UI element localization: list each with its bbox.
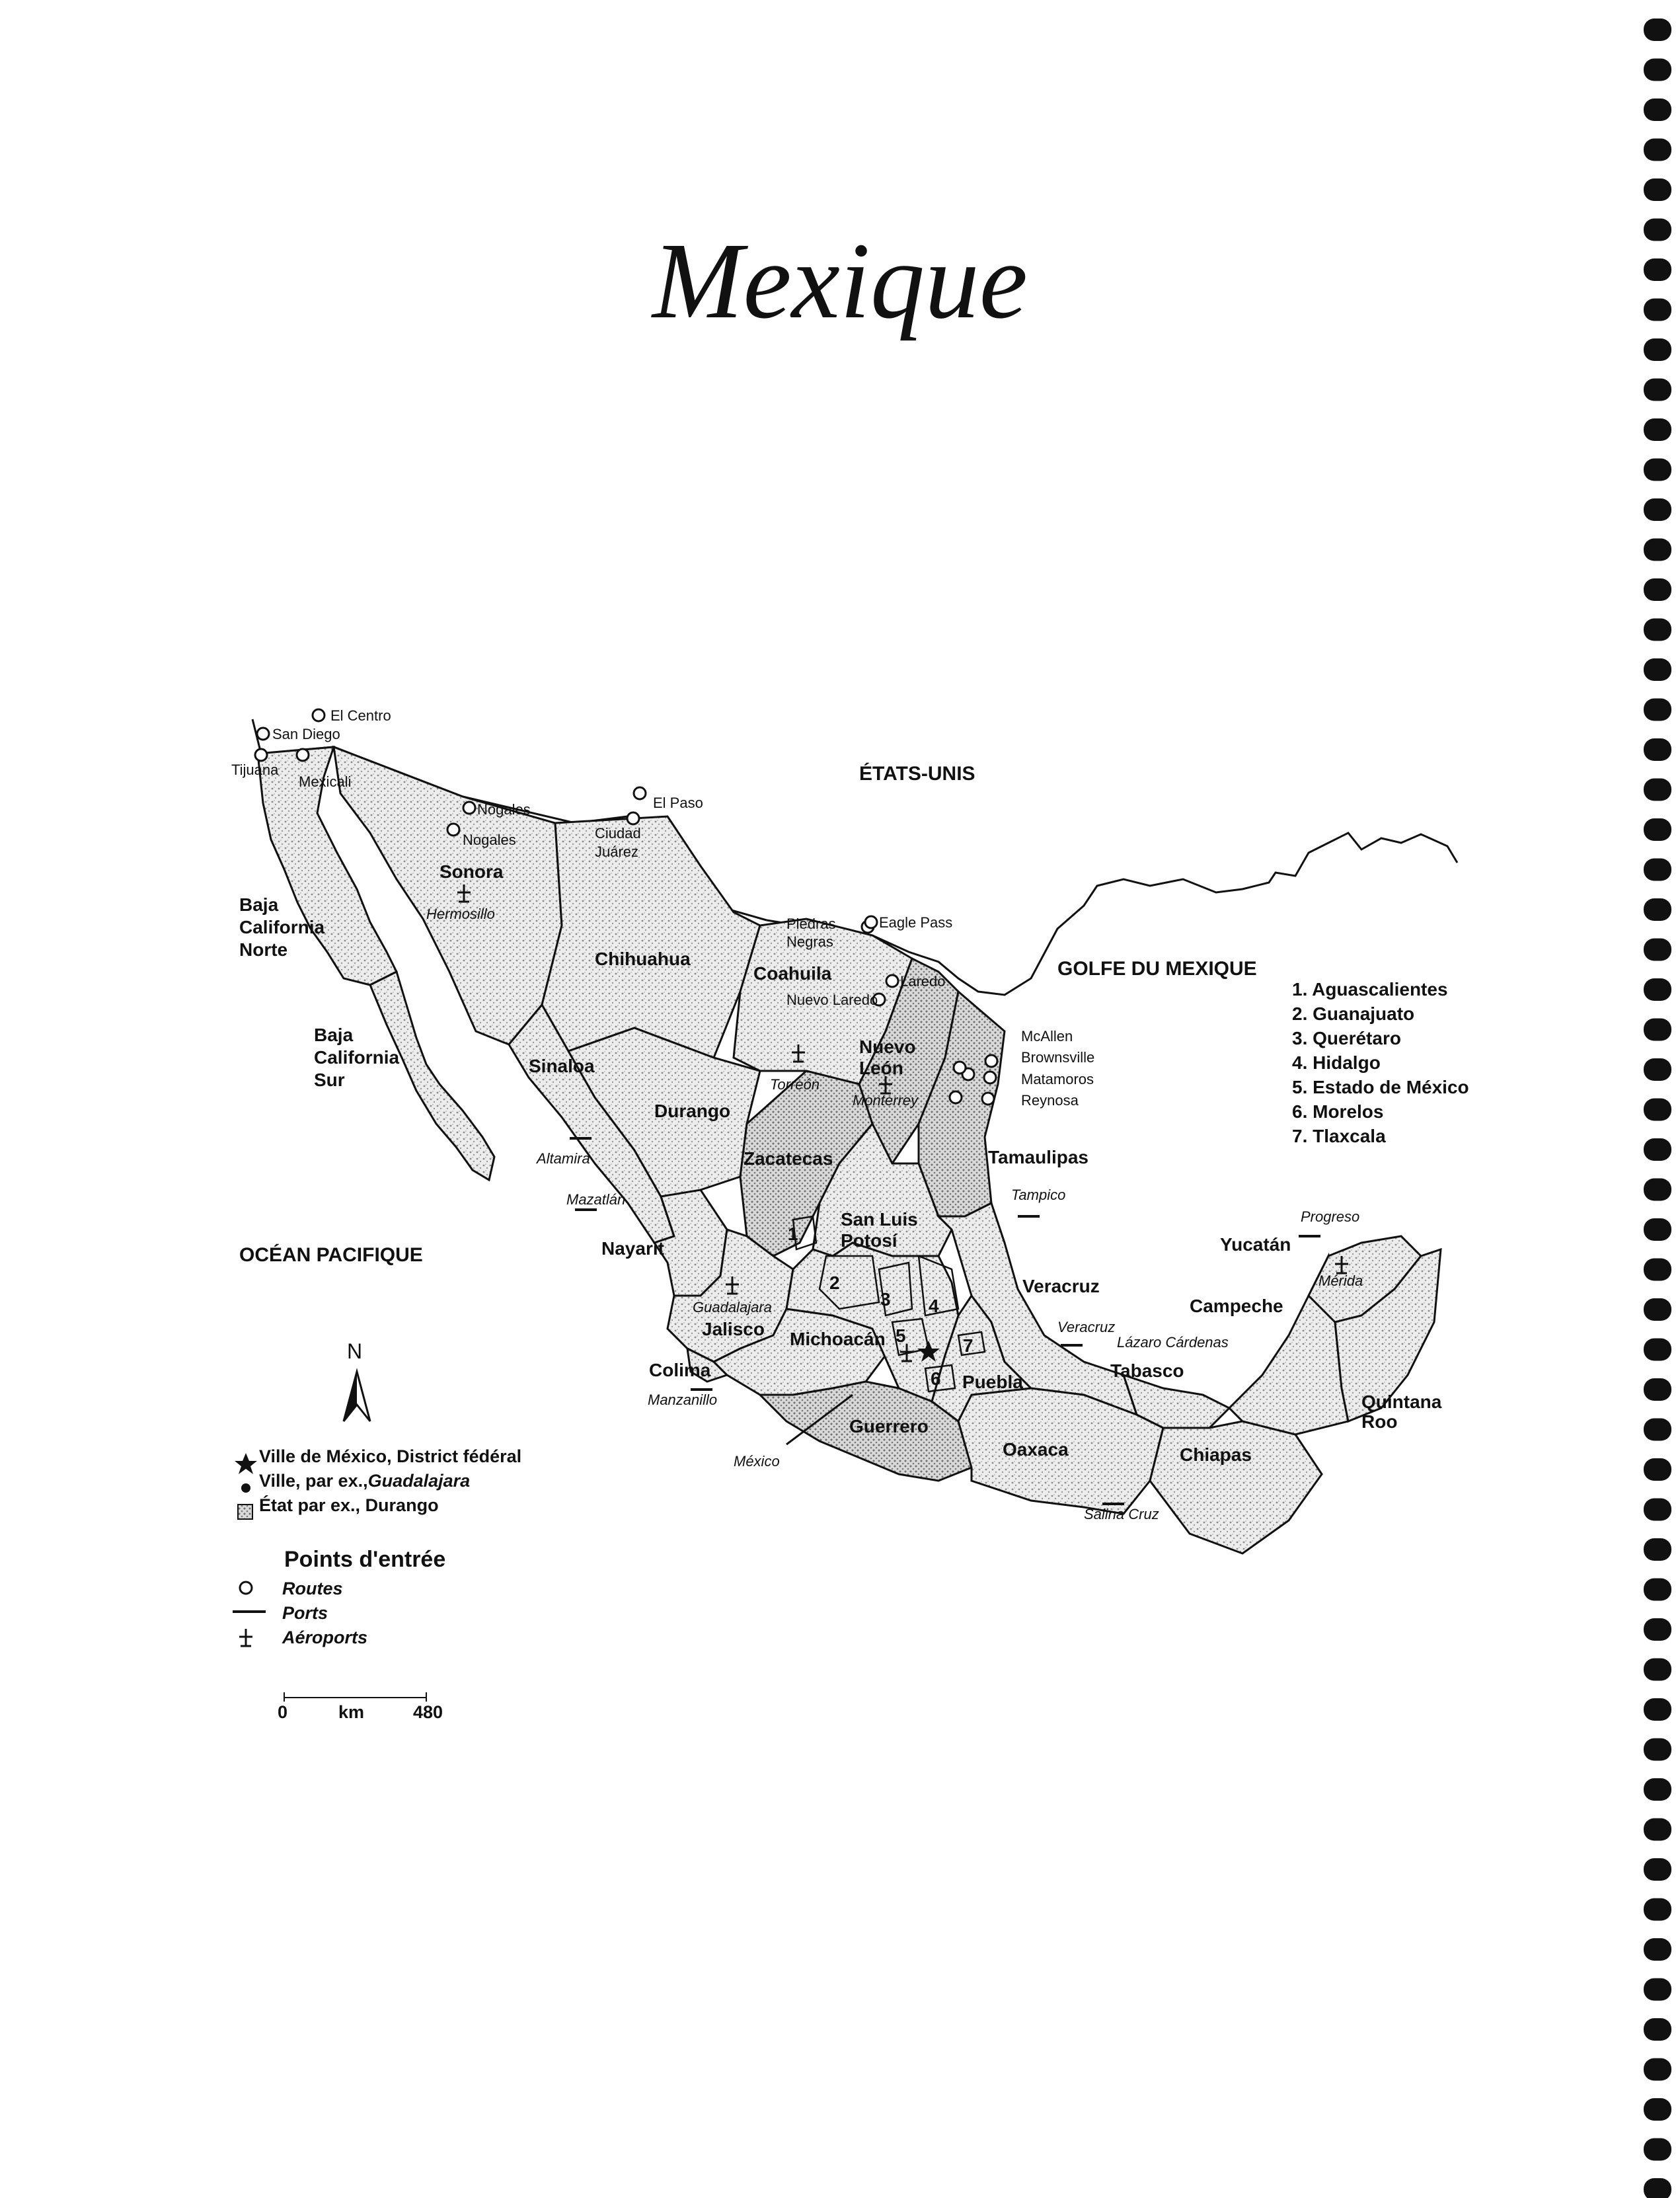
state-number-6: 6	[931, 1368, 941, 1389]
binding-hole	[1644, 1739, 1671, 1761]
binding-hole	[1644, 139, 1671, 161]
label-nuevo-leon-2: León	[859, 1058, 903, 1078]
scale-start: 0	[278, 1702, 288, 1722]
binding-hole	[1644, 459, 1671, 481]
binding-hole	[1644, 658, 1671, 681]
label-veracruz-port: Veracruz	[1057, 1319, 1116, 1335]
label-sinaloa: Sinaloa	[529, 1056, 595, 1076]
label-ocean-pacifique: OCÉAN PACIFIQUE	[239, 1244, 423, 1266]
binding-hole	[1644, 939, 1671, 961]
label-salina-cruz: Salina Cruz	[1084, 1506, 1159, 1522]
label-golfe-du-mexique: GOLFE DU MEXIQUE	[1057, 958, 1257, 980]
numbered-states-list	[1292, 977, 1469, 1148]
legend-ports-label: Ports	[282, 1603, 328, 1623]
label-monterrey: Monterrey	[853, 1092, 919, 1109]
map-legend	[233, 1444, 521, 1518]
binding-hole	[1644, 258, 1671, 281]
label-baja-norte-3: Norte	[239, 939, 288, 960]
legend-airports-label: Aéroports	[282, 1628, 368, 1647]
binding-hole	[1644, 1259, 1671, 1281]
label-baja-norte-1: Baja	[239, 894, 279, 915]
binding-hole	[1644, 1899, 1671, 1921]
label-laredo: Laredo	[900, 973, 946, 990]
label-san-luis-2: Potosí	[841, 1230, 897, 1251]
binding-hole	[1644, 2139, 1671, 2161]
label-chihuahua: Chihuahua	[595, 949, 691, 969]
label-merida: Mérida	[1318, 1273, 1363, 1289]
legend-city-example: Guadalajara	[367, 1471, 471, 1491]
numbered-state-item: 5. Estado de México	[1292, 1077, 1469, 1097]
label-michoacan: Michoacán	[790, 1329, 886, 1349]
binding-hole	[1644, 98, 1671, 121]
label-baja-norte-2: California	[239, 917, 325, 937]
scale-end: 480	[413, 1702, 443, 1722]
label-el-paso: El Paso	[653, 795, 703, 811]
binding-hole	[1644, 2059, 1671, 2081]
state-chiapas	[1150, 1421, 1322, 1553]
binding-hole	[1644, 1378, 1671, 1401]
binding-hole	[1644, 19, 1671, 41]
legend-capital-label: Ville de México, District fédéral	[259, 1446, 522, 1466]
binding-hole	[1644, 1419, 1671, 1441]
numbered-state-item: 1. Aguascalientes	[1292, 979, 1448, 1000]
label-altamira: Altamira	[537, 1150, 590, 1167]
label-piedras-negras-2: Negras	[786, 933, 833, 950]
legend-state-label: État par ex., Durango	[259, 1495, 439, 1515]
binding-hole	[1644, 178, 1671, 201]
binding-hole	[1644, 1979, 1671, 2001]
binding-hole	[1644, 1618, 1671, 1641]
label-puebla: Puebla	[962, 1372, 1023, 1392]
numbered-state-item: 6. Morelos	[1292, 1101, 1384, 1122]
spiral-binding	[1607, 0, 1680, 2198]
label-yucatan: Yucatán	[1220, 1234, 1291, 1255]
numbered-state-item: 2. Guanajuato	[1292, 1003, 1415, 1024]
label-manzanillo: Manzanillo	[648, 1392, 718, 1408]
label-chiapas: Chiapas	[1180, 1444, 1252, 1465]
label-progreso: Progreso	[1301, 1208, 1360, 1225]
label-mexico-city: México	[734, 1453, 780, 1470]
state-number-5: 5	[896, 1325, 906, 1346]
binding-hole	[1644, 1858, 1671, 1881]
label-brownsville: Brownsville	[1021, 1049, 1095, 1066]
binding-hole	[1644, 818, 1671, 841]
binding-hole	[1644, 1058, 1671, 1081]
state-number-3: 3	[880, 1289, 891, 1310]
label-mcallen: McAllen	[1021, 1028, 1073, 1044]
state-number-2: 2	[829, 1273, 840, 1293]
label-veracruz: Veracruz	[1022, 1276, 1100, 1296]
label-mexicali: Mexicali	[299, 773, 352, 790]
binding-hole	[1644, 2098, 1671, 2121]
binding-hole	[1644, 738, 1671, 761]
binding-hole	[1644, 1339, 1671, 1361]
label-jalisco: Jalisco	[702, 1319, 765, 1339]
label-reynosa: Reynosa	[1021, 1092, 1079, 1109]
label-hermosillo: Hermosillo	[426, 906, 495, 922]
label-lazaro-cardenas: Lázaro Cárdenas	[1117, 1334, 1229, 1351]
binding-hole	[1644, 299, 1671, 321]
label-guadalajara: Guadalajara	[693, 1299, 772, 1315]
legend-roads-label: Routes	[282, 1579, 343, 1598]
state-number-1: 1	[788, 1224, 798, 1244]
compass-n-label: N	[347, 1339, 363, 1363]
label-tampico: Tampico	[1011, 1187, 1066, 1203]
label-baja-sur-3: Sur	[314, 1070, 345, 1090]
binding-hole	[1644, 578, 1671, 601]
numbered-state-item: 4. Hidalgo	[1292, 1052, 1381, 1073]
binding-hole	[1644, 1659, 1671, 1681]
label-matamoros: Matamoros	[1021, 1071, 1094, 1087]
binding-hole	[1644, 859, 1671, 881]
binding-hole	[1644, 59, 1671, 81]
label-ciudad-juarez-2: Juárez	[595, 844, 639, 860]
label-torreon: Torreón	[770, 1076, 820, 1093]
label-coahuila: Coahuila	[753, 963, 832, 984]
label-campeche: Campeche	[1190, 1296, 1283, 1316]
label-guerrero: Guerrero	[849, 1416, 929, 1436]
binding-hole	[1644, 1938, 1671, 1961]
label-baja-sur-2: California	[314, 1047, 400, 1068]
state-sonora	[334, 747, 562, 1044]
binding-hole	[1644, 1698, 1671, 1721]
binding-hole	[1644, 1218, 1671, 1241]
binding-hole	[1644, 418, 1671, 441]
binding-hole	[1644, 1099, 1671, 1121]
label-zacatecas: Zacatecas	[744, 1148, 833, 1169]
binding-hole	[1644, 539, 1671, 561]
binding-hole	[1644, 699, 1671, 721]
binding-hole	[1644, 2178, 1671, 2198]
label-nuevo-laredo: Nuevo Laredo	[786, 992, 878, 1008]
label-nayarit: Nayarit	[601, 1238, 664, 1259]
entry-points-title: Points d'entrée	[284, 1547, 446, 1572]
binding-hole	[1644, 619, 1671, 641]
page-title: Mexique	[652, 220, 1028, 341]
legend-city-label: Ville, par ex.,	[259, 1471, 368, 1491]
label-sonora: Sonora	[439, 861, 504, 882]
label-nogales-mx: Nogales	[463, 832, 516, 848]
label-san-diego: San Diego	[272, 726, 340, 742]
label-durango: Durango	[654, 1101, 731, 1121]
scale-unit: km	[338, 1702, 365, 1722]
label-tijuana: Tijuana	[231, 762, 279, 778]
binding-hole	[1644, 1458, 1671, 1481]
binding-hole	[1644, 498, 1671, 521]
binding-hole	[1644, 1019, 1671, 1041]
label-oaxaca: Oaxaca	[1003, 1439, 1069, 1460]
binding-hole	[1644, 1819, 1671, 1841]
label-el-centro: El Centro	[330, 707, 391, 724]
label-san-luis-1: San Luis	[841, 1209, 918, 1230]
binding-hole	[1644, 338, 1671, 361]
label-eagle-pass: Eagle Pass	[879, 914, 953, 931]
state-chihuahua	[542, 816, 760, 1058]
binding-hole	[1644, 1298, 1671, 1321]
label-quintana-2: Roo	[1361, 1411, 1398, 1432]
binding-hole	[1644, 2018, 1671, 2041]
binding-hole	[1644, 1138, 1671, 1161]
binding-hole	[1644, 219, 1671, 241]
label-quintana-1: Quintana	[1361, 1392, 1442, 1412]
binding-hole	[1644, 779, 1671, 801]
entry-points-legend	[233, 1577, 367, 1650]
state-number-7: 7	[963, 1335, 974, 1356]
binding-hole	[1644, 978, 1671, 1001]
binding-hole	[1644, 379, 1671, 401]
label-tabasco: Tabasco	[1110, 1360, 1184, 1381]
label-baja-sur-1: Baja	[314, 1025, 354, 1045]
label-nogales-us: Nogales	[477, 801, 531, 818]
binding-hole	[1644, 898, 1671, 921]
numbered-state-item: 7. Tlaxcala	[1292, 1126, 1386, 1146]
label-piedras-negras-1: Piedras	[786, 916, 836, 932]
binding-hole	[1644, 1579, 1671, 1601]
binding-hole	[1644, 1778, 1671, 1801]
label-etats-unis: ÉTATS-UNIS	[859, 763, 975, 785]
label-tamaulipas: Tamaulipas	[988, 1147, 1088, 1167]
binding-hole	[1644, 1179, 1671, 1201]
binding-hole	[1644, 1538, 1671, 1561]
numbered-state-item: 3. Querétaro	[1292, 1028, 1401, 1048]
label-mazatlan: Mazatlán	[566, 1191, 626, 1208]
label-colima: Colima	[649, 1360, 711, 1380]
label-nuevo-leon-1: Nuevo	[859, 1037, 916, 1057]
label-ciudad-juarez-1: Ciudad	[595, 825, 641, 842]
binding-hole	[1644, 1499, 1671, 1521]
state-number-4: 4	[929, 1296, 939, 1316]
